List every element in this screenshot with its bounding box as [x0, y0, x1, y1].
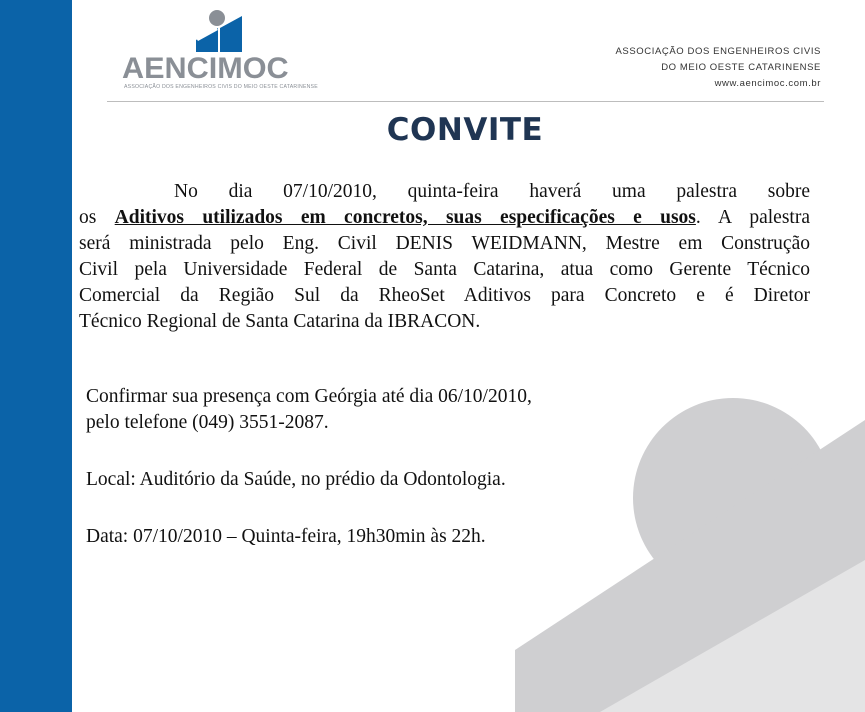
- paragraph-text: . A palestra: [695, 207, 810, 228]
- paragraph-line: No dia 07/10/2010, quinta-feira haverá uma palestra sobre: [174, 181, 810, 202]
- invitation-paragraph: [79, 179, 810, 335]
- paragraph-line: [79, 205, 810, 231]
- paragraph-line: será ministrada pelo Eng. Civil DENIS WEIDMANN, Mestre em Construção: [79, 233, 810, 254]
- header-divider: [107, 101, 824, 102]
- paragraph-line: Civil pela Universidade Federal de Santa Catarina, atua como Gerente Técnico: [79, 259, 810, 280]
- website-link[interactable]: www.aencimoc.com.br: [714, 78, 821, 89]
- location-text: Local: Auditório da Saúde, no prédio da Odontologia.: [86, 469, 506, 490]
- left-margin-white: [72, 548, 84, 712]
- paragraph-line: Comercial da Região Sul da RheoSet Aditivos para Concreto e é Diretor: [79, 285, 810, 306]
- confirmation-line: Confirmar sua presença com Geórgia até dia 06/10/2010,: [86, 386, 532, 407]
- confirmation-phone: pelo telefone (049) 3551-2087.: [86, 412, 329, 433]
- logo-subtitle: ASSOCIAÇÃO DOS ENGENHEIROS CIVIS DO MEIO OESTE CATARINENSE: [124, 84, 318, 90]
- org-name-line1: ASSOCIAÇÃO DOS ENGENHEIROS CIVIS: [615, 46, 821, 57]
- header-org-info: [615, 44, 821, 92]
- paragraph-text: os: [79, 207, 97, 228]
- paragraph-line: Técnico Regional de Santa Catarina da IBRACON.: [79, 311, 481, 332]
- confirmation-block: [86, 384, 532, 436]
- date-text: Data: 07/10/2010 – Quinta-feira, 19h30min às 22h.: [86, 526, 486, 547]
- page-title: CONVITE: [386, 112, 544, 148]
- org-name-line2: DO MEIO OESTE CATARINENSE: [661, 62, 821, 73]
- logo-wordmark: AENCIMOC: [122, 52, 289, 85]
- lecture-topic: Aditivos utilizados em concretos, suas especificações e usos: [114, 207, 696, 228]
